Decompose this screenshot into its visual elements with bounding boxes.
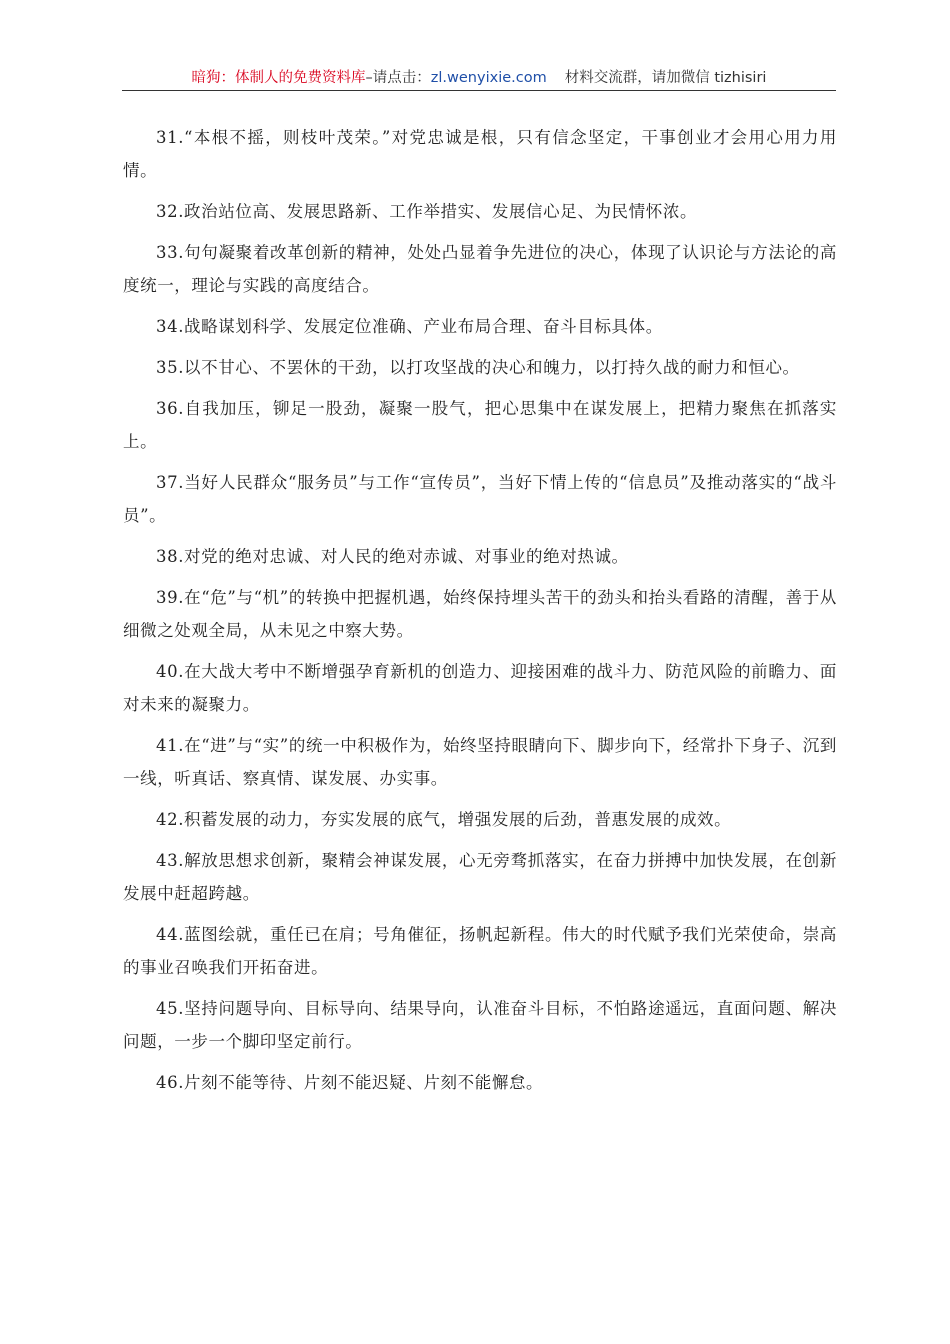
header-click-prefix: –请点击：	[365, 70, 431, 86]
list-item: 36.自我加压，铆足一股劲，凝聚一股气，把心思集中在谋发展上，把精力聚焦在抓落实上。	[123, 399, 837, 451]
header-url-link[interactable]: zl.wenyixie.com	[430, 70, 547, 86]
header-wechat-note: 材料交流群，请加微信 tizhisiri	[564, 70, 767, 86]
list-item: 44.蓝图绘就，重任已在肩；号角催征，扬帆起新程。伟大的时代赋予我们光荣使命，崇高的事业召唤我们开拓奋进。	[123, 925, 837, 977]
list-item: 35.以不甘心、不罢休的干劲，以打攻坚战的决心和魄力，以打持久战的耐力和恒心。	[156, 358, 800, 377]
list-item: 34.战略谋划科学、发展定位准确、产业布局合理、奋斗目标具体。	[156, 317, 663, 336]
list-item: 45.坚持问题导向、目标导向、结果导向，认准奋斗目标，不怕路途遥远，直面问题、解决问题，一步一个脚印坚定前行。	[123, 999, 837, 1051]
list-item: 40.在大战大考中不断增强孕育新机的创造力、迎接困难的战斗力、防范风险的前瞻力、面对未来的凝聚力。	[123, 662, 837, 714]
list-item: 46.片刻不能等待、片刻不能迟疑、片刻不能懈怠。	[156, 1073, 544, 1092]
header-site-name[interactable]: 暗狗：体制人的免费资料库	[191, 70, 366, 86]
list-item: 33.句句凝聚着改革创新的精神，处处凸显着争先进位的决心，体现了认识论与方法论的高度统一，理论与实践的高度结合。	[123, 243, 837, 295]
list-item: 31.“本根不摇，则枝叶茂荣。”对党忠诚是根，只有信念坚定，干事创业才会用心用力用情。	[123, 128, 837, 180]
list-item: 42.积蓄发展的动力，夯实发展的底气，增强发展的后劲，普惠发展的成效。	[156, 810, 732, 829]
list-item: 43.解放思想求创新，聚精会神谋发展，心无旁骛抓落实，在奋力拼搏中加快发展，在创新发展中赶超跨越。	[123, 851, 837, 903]
list-item: 38.对党的绝对忠诚、对人民的绝对赤诚、对事业的绝对热诚。	[156, 547, 629, 566]
document-body	[123, 121, 837, 1107]
list-item: 37.当好人民群众“服务员”与工作“宣传员”，当好下情上传的“信息员”及推动落实的“战斗员”。	[123, 473, 837, 525]
page-header	[122, 68, 836, 91]
list-item: 39.在“危”与“机”的转换中把握机遇，始终保持埋头苦干的劲头和抬头看路的清醒，善于从细微之处观全局，从未见之中察大势。	[123, 588, 837, 640]
list-item: 41.在“进”与“实”的统一中积极作为，始终坚持眼睛向下、脚步向下，经常扑下身子、沉到一线，听真话、察真情、谋发展、办实事。	[123, 736, 837, 788]
list-item: 32.政治站位高、发展思路新、工作举措实、发展信心足、为民情怀浓。	[156, 202, 698, 221]
